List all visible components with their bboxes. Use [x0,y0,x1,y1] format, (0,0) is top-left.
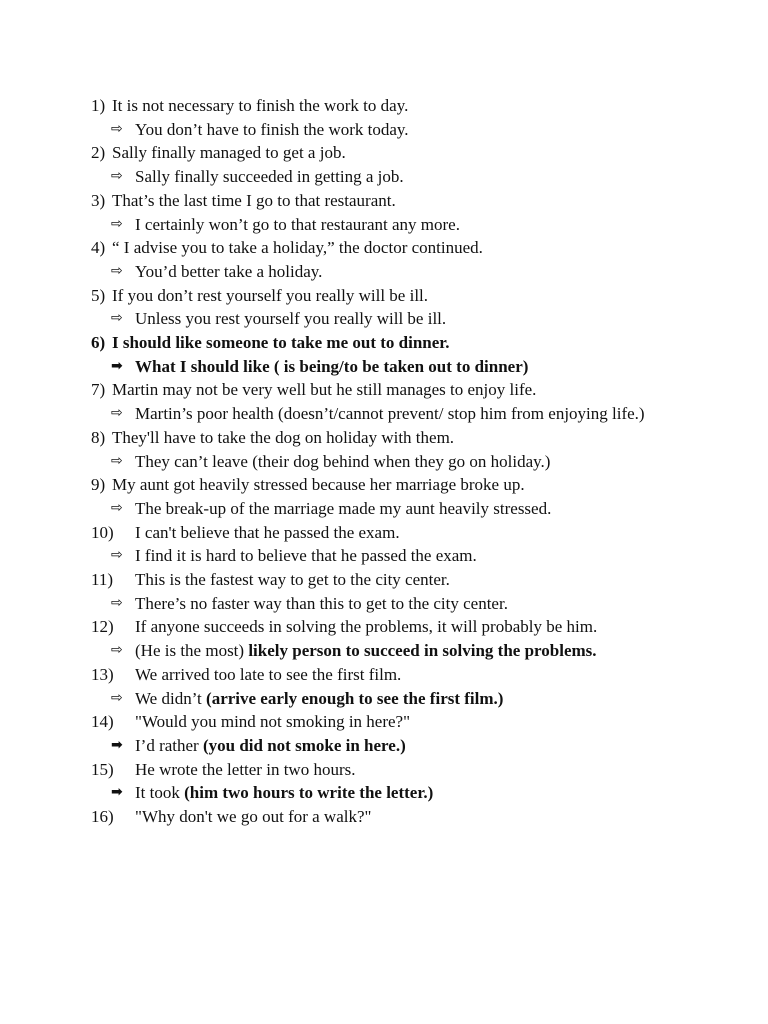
question-line [91,758,677,782]
question-line [91,473,677,497]
question-line [91,284,677,308]
arrow-icon: ⇨ [111,594,123,611]
question-text: Martin may not be very well but he still manages to enjoy life. [112,380,537,400]
question-line [91,236,677,260]
answer-line [91,544,677,568]
answer-text: The break-up of the marriage made my aunt heavily stressed. [135,498,552,518]
answer-text: You don’t have to finish the work today. [135,119,409,139]
question-number: 15) [91,759,114,779]
answer-text: Martin’s poor health (doesn’t/cannot prevent/ stop him from enjoying life.) [135,404,645,424]
answer-line [91,165,677,189]
answer-text: There’s no faster way than this to get to the city center. [135,593,508,613]
question-number: 1) [91,96,106,115]
arrow-icon: ⇨ [111,452,123,469]
question-text: Sally finally managed to get a job. [112,143,346,163]
question-number: 9) [91,475,106,495]
answer-text-bold: likely person to succeed in solving the problems. [248,641,597,661]
arrow-icon: ⇨ [111,215,123,232]
arrow-bold-icon: ➡ [111,736,123,753]
question-number: 3) [91,190,106,210]
answer-text: (He is the most) [135,641,249,661]
question-text: I should like someone to take me out to dinner. [112,333,450,353]
exercise-list [91,94,677,829]
arrow-icon: ⇨ [111,642,123,659]
arrow-icon: ⇨ [111,120,123,137]
arrow-bold-icon: ➡ [111,357,123,374]
question-text: We arrived too late to see the first film. [135,664,402,684]
question-text: If you don’t rest yourself you really will be ill. [112,285,429,305]
question-number: 13) [91,664,114,684]
answer-line [91,355,677,379]
arrow-icon: ⇨ [111,499,123,516]
question-number: 2) [91,143,106,163]
question-text: I can't believe that he passed the exam. [135,522,400,542]
question-line [91,615,677,639]
answer-line [91,639,677,663]
answer-text-bold: (him two hours to write the letter.) [184,783,434,803]
question-line [91,521,677,545]
question-number: 5) [91,285,106,305]
answer-line [91,307,677,331]
answer-text: Sally finally succeeded in getting a job. [135,167,404,187]
question-line [91,663,677,687]
question-number: 4) [91,238,106,258]
answer-text: I’d rather [135,735,203,755]
answer-text: It took [135,783,185,803]
arrow-icon: ⇨ [111,262,123,279]
question-number: 16) [91,807,114,827]
answer-text: Unless you rest yourself you really will be ill. [135,309,447,329]
question-number: 8) [91,427,106,447]
question-line [91,94,677,118]
question-line [91,426,677,450]
answer-line [91,213,677,237]
arrow-icon: ⇨ [111,168,123,185]
answer-line [91,260,677,284]
arrow-bold-icon: ➡ [111,784,123,801]
question-line [91,378,677,402]
answer-text: I certainly won’t go to that restaurant any more. [135,214,460,234]
answer-line [91,734,677,758]
arrow-icon: ⇨ [111,310,123,327]
question-line [91,568,677,592]
question-line [91,189,677,213]
answer-line [91,450,677,474]
answer-line [91,118,677,142]
answer-line [91,402,677,426]
question-number: 10) [91,522,114,542]
question-number: 11) [91,570,114,590]
question-line [91,710,677,734]
question-number: 12) [91,617,114,637]
answer-text-bold: What I should like ( is being/to be taken out to dinner) [135,356,529,376]
question-text: That’s the last time I go to that restaurant. [112,190,396,210]
question-number: 7) [91,380,106,400]
answer-text: We didn’t [135,688,207,708]
question-text: “ I advise you to take a holiday,” the doctor continued. [112,238,483,258]
answer-text-bold: (arrive early enough to see the first film.) [206,688,504,708]
question-text: My aunt got heavily stressed because her marriage broke up. [112,475,525,495]
answer-text: They can’t leave (their dog behind when they go on holiday.) [135,451,551,471]
question-line [91,141,677,165]
question-number: 14) [91,712,114,732]
answer-text: You’d better take a holiday. [135,261,323,281]
question-line [91,331,677,355]
answer-line [91,497,677,521]
question-text: If anyone succeeds in solving the problems, it will probably be him. [135,617,598,637]
arrow-icon: ⇨ [111,547,123,564]
answer-line [91,592,677,616]
answer-line [91,687,677,711]
arrow-icon: ⇨ [111,405,123,422]
question-text: They'll have to take the dog on holiday with them. [112,427,455,447]
answer-text-bold: (you did not smoke in here.) [202,735,406,755]
question-text: This is the fastest way to get to the city center. [135,570,450,590]
question-line [91,805,677,829]
question-text: "Would you mind not smoking in here?" [135,712,411,732]
arrow-icon: ⇨ [111,689,123,706]
question-number: 6) [91,333,106,353]
answer-text: I find it is hard to believe that he passed the exam. [135,546,477,566]
question-text: He wrote the letter in two hours. [135,759,356,779]
question-text: "Why don't we go out for a walk?" [135,807,372,827]
answer-line [91,781,677,805]
question-text: It is not necessary to finish the work to day. [112,96,409,115]
